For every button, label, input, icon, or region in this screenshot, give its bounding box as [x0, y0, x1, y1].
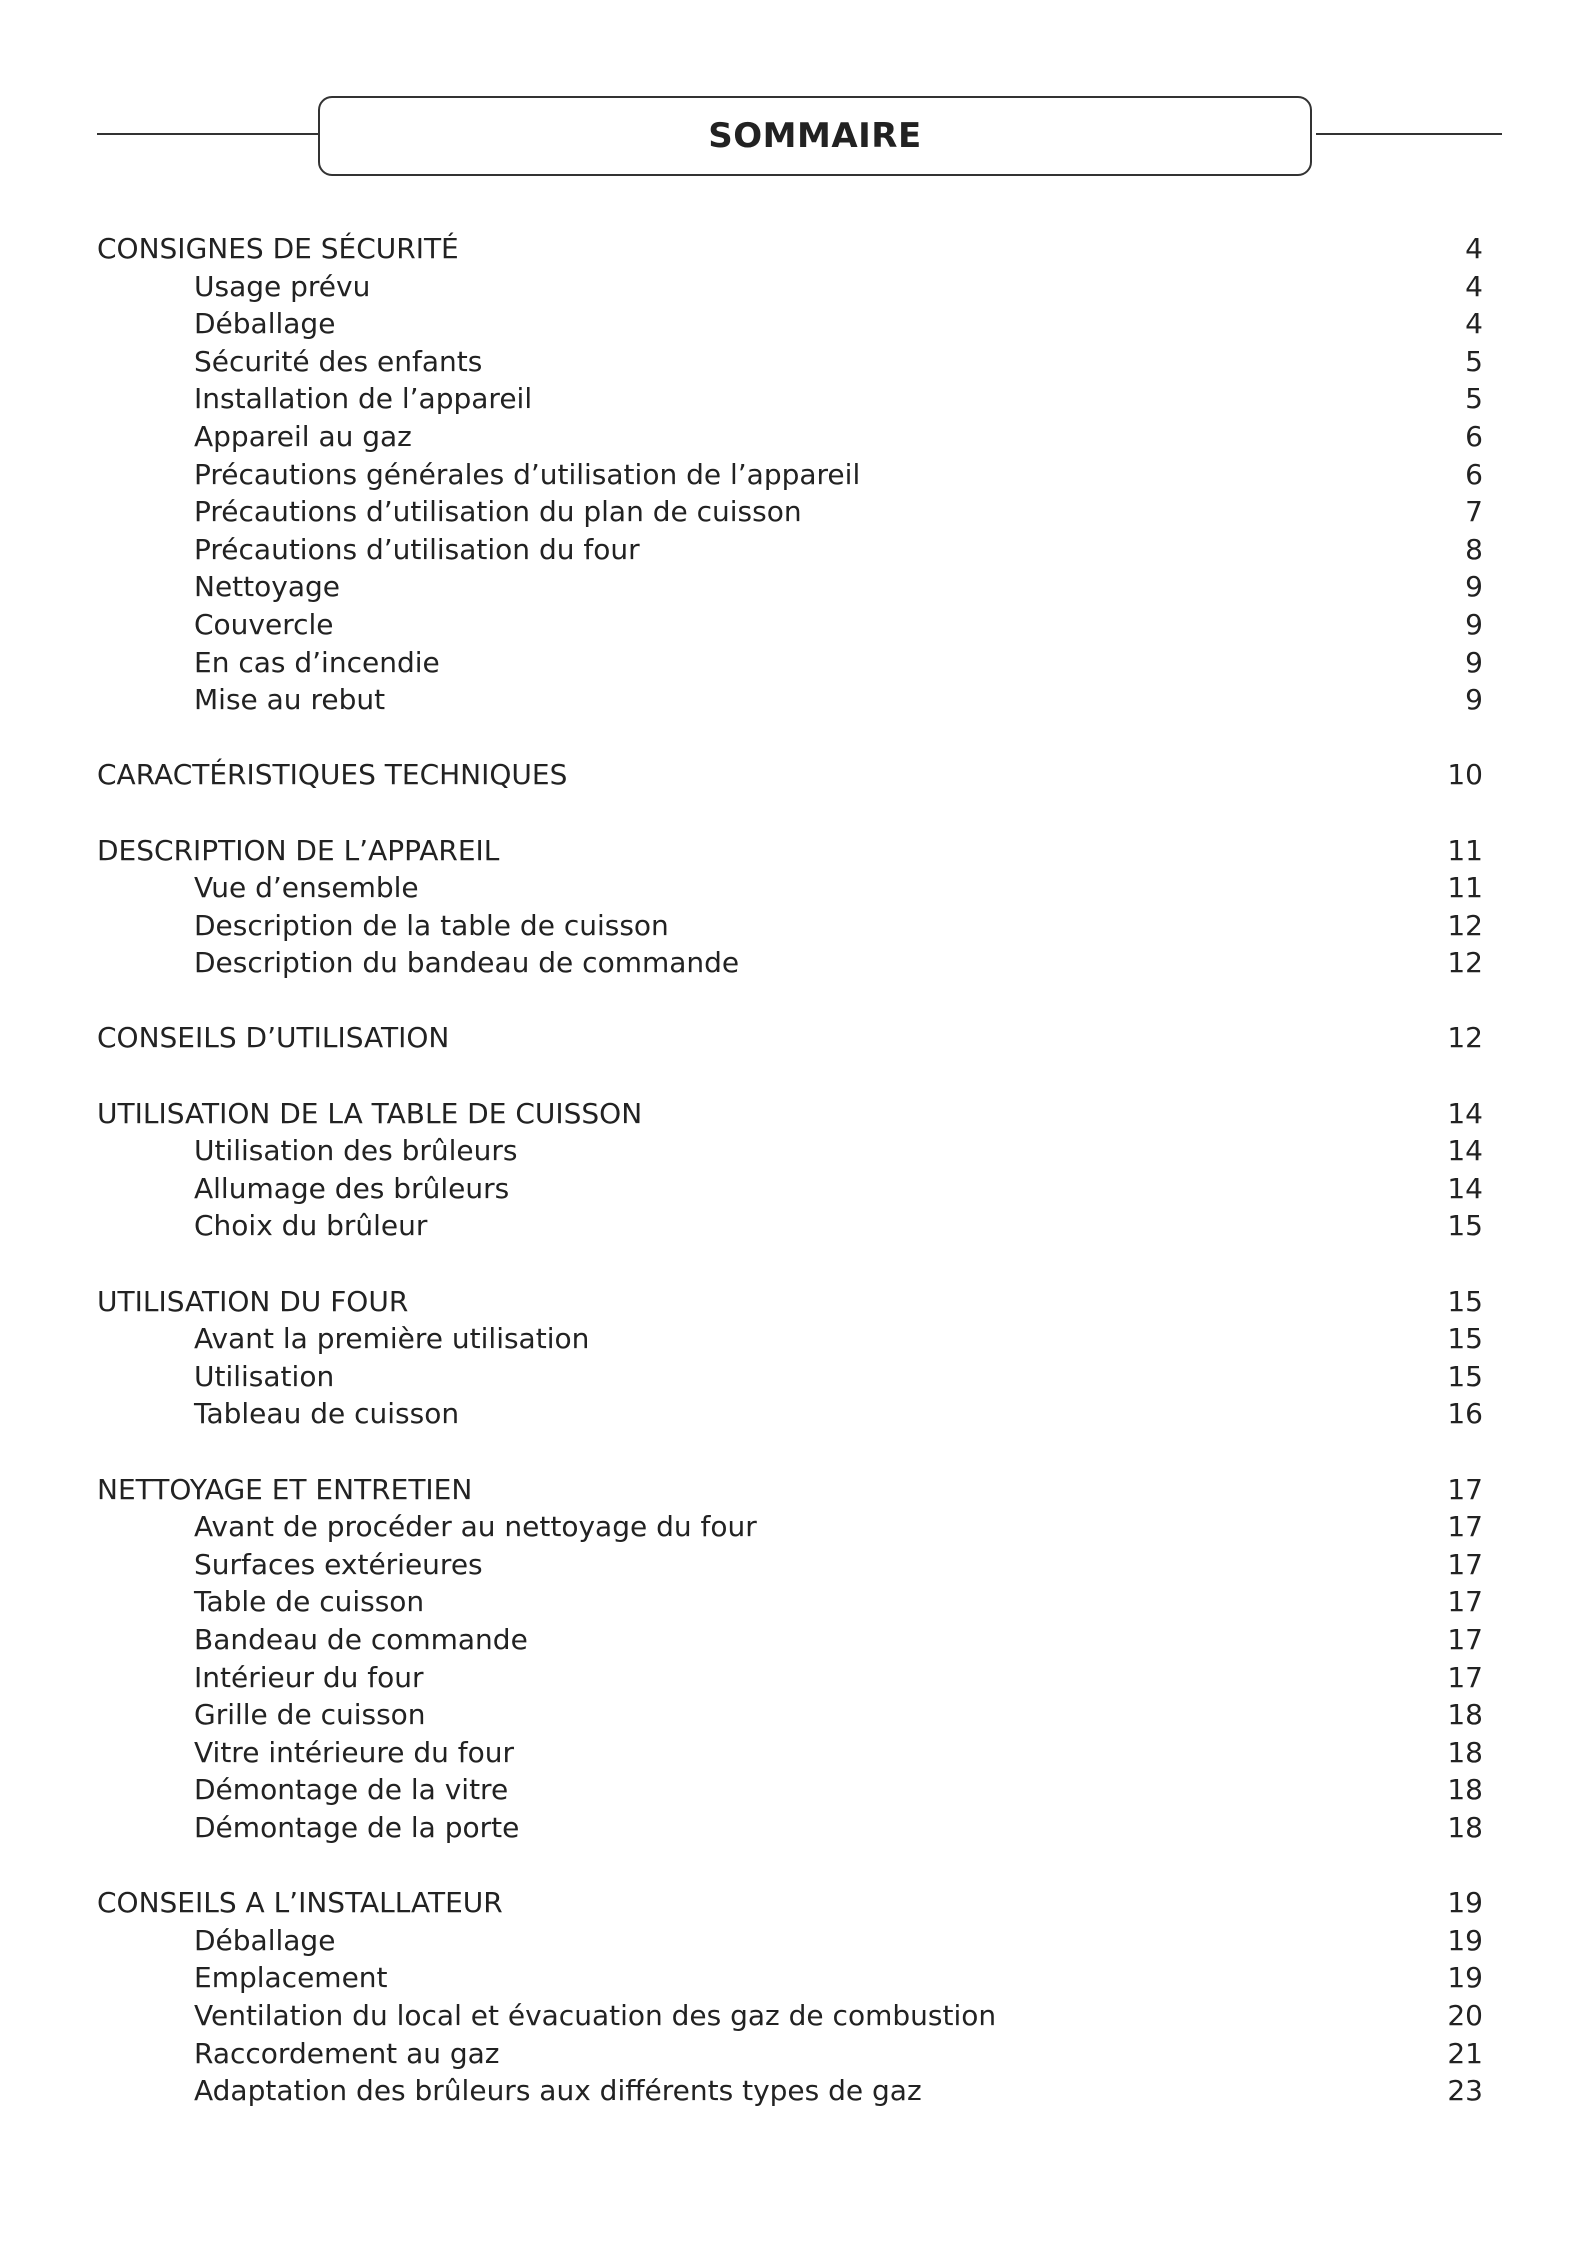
entry-title: Allumage des brûleurs [194, 1171, 510, 1205]
toc-entry [97, 305, 1483, 343]
entry-title: Raccordement au gaz [194, 2036, 500, 2070]
page-title: SOMMAIRE [708, 116, 922, 156]
toc-entry [97, 1959, 1483, 1997]
toc-section-heading [97, 832, 1483, 870]
header-box [318, 96, 1312, 176]
page-number: 6 [1465, 457, 1483, 491]
page-number: 12 [1447, 908, 1483, 942]
entry-title: Grille de cuisson [194, 1698, 426, 1732]
page-number: 9 [1465, 683, 1483, 717]
page-number: 10 [1447, 758, 1483, 792]
toc-entry [97, 568, 1483, 606]
section-title: CONSIGNES DE SÉCURITÉ [97, 232, 459, 265]
entry-title: Démontage de la porte [194, 1810, 520, 1844]
toc-section [97, 756, 1483, 794]
toc-section-heading [97, 1095, 1483, 1133]
page-number: 17 [1447, 1510, 1483, 1544]
toc-entry [97, 644, 1483, 682]
toc-entry [97, 418, 1483, 456]
toc-entry [97, 1771, 1483, 1809]
section-title: UTILISATION DU FOUR [97, 1284, 409, 1318]
entry-title: Table de cuisson [194, 1585, 425, 1619]
toc-entry [97, 343, 1483, 381]
page-number: 20 [1447, 1998, 1483, 2032]
entry-title: Avant de procéder au nettoyage du four [194, 1510, 757, 1544]
toc-section [97, 832, 1483, 982]
toc-entry [97, 1207, 1483, 1245]
page-number: 17 [1447, 1622, 1483, 1656]
toc-entry [97, 1320, 1483, 1358]
toc-entry [97, 1170, 1483, 1208]
page-number: 18 [1447, 1698, 1483, 1732]
page-number: 12 [1447, 946, 1483, 980]
toc-entry [97, 606, 1483, 644]
toc-entry [97, 1358, 1483, 1396]
toc-entry [97, 1508, 1483, 1546]
entry-title: Description du bandeau de commande [194, 946, 740, 980]
entry-title: Précautions générales d’utilisation de l’appareil [194, 457, 861, 491]
section-title: NETTOYAGE ET ENTRETIEN [97, 1472, 473, 1506]
entry-title: Vitre intérieure du four [194, 1735, 515, 1769]
page-number: 23 [1447, 2074, 1483, 2108]
page-number: 11 [1447, 833, 1483, 867]
entry-title: Installation de l’appareil [194, 382, 533, 416]
section-title: CONSEILS A L’INSTALLATEUR [97, 1886, 503, 1920]
page-number: 19 [1447, 1886, 1483, 1920]
page-number: 9 [1465, 570, 1483, 604]
entry-title: Appareil au gaz [194, 419, 412, 453]
entry-title: Utilisation des brûleurs [194, 1134, 518, 1168]
toc-section-heading [97, 1471, 1483, 1509]
page-number: 18 [1447, 1810, 1483, 1844]
toc-entry [97, 1132, 1483, 1170]
page-number: 17 [1447, 1585, 1483, 1619]
entry-title: Précautions d’utilisation du four [194, 532, 640, 566]
page-number: 19 [1447, 1961, 1483, 1995]
entry-title: Surfaces extérieures [194, 1547, 483, 1581]
page-number: 4 [1465, 269, 1483, 303]
page-number: 17 [1447, 1472, 1483, 1506]
section-title: DESCRIPTION DE L’APPAREIL [97, 833, 500, 867]
table-of-contents [97, 230, 1483, 2147]
entry-title: Intérieur du four [194, 1660, 424, 1694]
page-number: 21 [1447, 2036, 1483, 2070]
page-number: 4 [1465, 232, 1483, 265]
toc-entry [97, 2035, 1483, 2073]
toc-entry [97, 907, 1483, 945]
page-number: 16 [1447, 1397, 1483, 1431]
page-number: 9 [1465, 607, 1483, 641]
entry-title: Vue d’ensemble [194, 871, 419, 905]
toc-entry [97, 1734, 1483, 1772]
entry-title: Nettoyage [194, 570, 340, 604]
toc-entry [97, 1997, 1483, 2035]
entry-title: Tableau de cuisson [194, 1397, 460, 1431]
entry-title: Déballage [194, 307, 336, 341]
entry-title: Ventilation du local et évacuation des gaz de combustion [194, 1998, 997, 2032]
page-number: 5 [1465, 344, 1483, 378]
page-number: 14 [1447, 1096, 1483, 1130]
toc-section-heading [97, 230, 1483, 268]
toc-entry [97, 944, 1483, 982]
toc-entry [97, 456, 1483, 494]
page-number: 9 [1465, 645, 1483, 679]
entry-title: Adaptation des brûleurs aux différents types de gaz [194, 2074, 922, 2108]
toc-entry [97, 531, 1483, 569]
page-number: 18 [1447, 1735, 1483, 1769]
toc-entry [97, 1659, 1483, 1697]
toc-section [97, 230, 1483, 719]
page-number: 19 [1447, 1923, 1483, 1957]
entry-title: Mise au rebut [194, 683, 386, 717]
entry-title: Sécurité des enfants [194, 344, 483, 378]
page-number: 15 [1447, 1284, 1483, 1318]
page-number: 15 [1447, 1322, 1483, 1356]
toc-entry [97, 1621, 1483, 1659]
section-title: UTILISATION DE LA TABLE DE CUISSON [97, 1096, 643, 1130]
toc-section [97, 1283, 1483, 1433]
entry-title: Choix du brûleur [194, 1209, 428, 1243]
header-rule-right [1316, 133, 1502, 135]
toc-entry [97, 1583, 1483, 1621]
toc-entry [97, 2072, 1483, 2110]
toc-section-heading [97, 756, 1483, 794]
toc-section [97, 1471, 1483, 1847]
toc-entry [97, 681, 1483, 719]
toc-entry [97, 380, 1483, 418]
entry-title: Usage prévu [194, 269, 371, 303]
toc-entry [97, 1546, 1483, 1584]
toc-entry [97, 1395, 1483, 1433]
page-number: 15 [1447, 1209, 1483, 1243]
page-number: 18 [1447, 1773, 1483, 1807]
toc-entry [97, 1809, 1483, 1847]
page-number: 14 [1447, 1171, 1483, 1205]
toc-entry [97, 268, 1483, 306]
entry-title: Couvercle [194, 607, 334, 641]
entry-title: Bandeau de commande [194, 1622, 528, 1656]
page-number: 17 [1447, 1547, 1483, 1581]
toc-entry [97, 1922, 1483, 1960]
page-number: 6 [1465, 419, 1483, 453]
page-number: 17 [1447, 1660, 1483, 1694]
toc-section-heading [97, 1019, 1483, 1057]
toc-entry [97, 869, 1483, 907]
page-number: 4 [1465, 307, 1483, 341]
entry-title: Démontage de la vitre [194, 1773, 509, 1807]
toc-entry [97, 1696, 1483, 1734]
header-rule-left [97, 133, 319, 135]
page-number: 5 [1465, 382, 1483, 416]
section-title: CARACTÉRISTIQUES TECHNIQUES [97, 758, 568, 792]
toc-section-heading [97, 1884, 1483, 1922]
page-number: 14 [1447, 1134, 1483, 1168]
toc-section [97, 1095, 1483, 1245]
entry-title: Description de la table de cuisson [194, 908, 669, 942]
toc-section-heading [97, 1283, 1483, 1321]
page-number: 12 [1447, 1021, 1483, 1055]
entry-title: Déballage [194, 1923, 336, 1957]
toc-section [97, 1884, 1483, 2110]
section-title: CONSEILS D’UTILISATION [97, 1021, 450, 1055]
page-number: 7 [1465, 495, 1483, 529]
page-number: 15 [1447, 1359, 1483, 1393]
entry-title: Utilisation [194, 1359, 335, 1393]
entry-title: Précautions d’utilisation du plan de cuisson [194, 495, 802, 529]
entry-title: Avant la première utilisation [194, 1322, 590, 1356]
page-number: 11 [1447, 871, 1483, 905]
page-number: 8 [1465, 532, 1483, 566]
toc-entry [97, 493, 1483, 531]
entry-title: En cas d’incendie [194, 645, 440, 679]
entry-title: Emplacement [194, 1961, 388, 1995]
toc-section [97, 1019, 1483, 1057]
